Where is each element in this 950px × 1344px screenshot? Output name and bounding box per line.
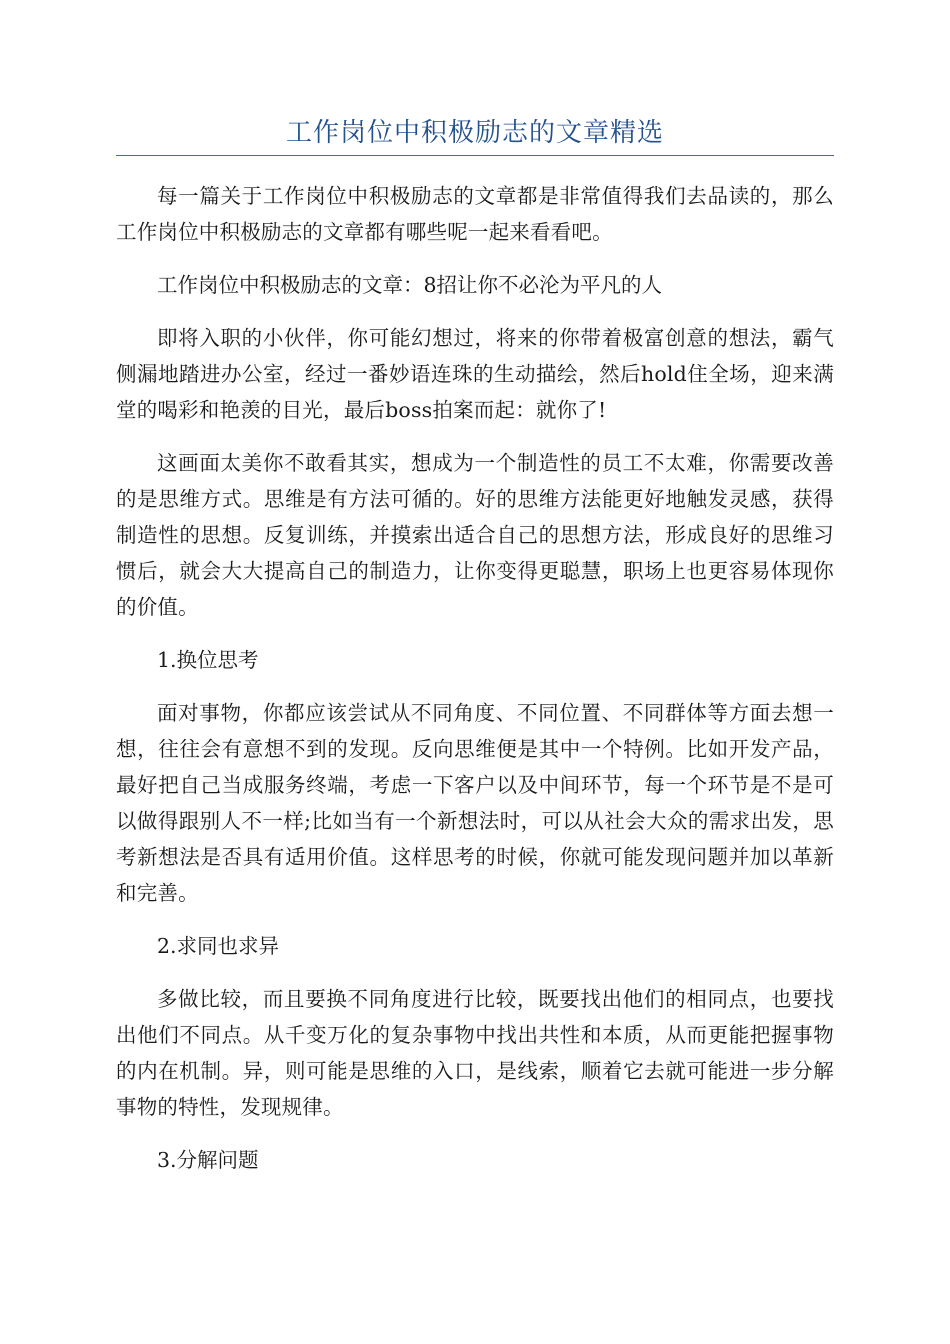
intro-paragraph: 每一篇关于工作岗位中积极励志的文章都是非常值得我们去品读的，那么工作岗位中积极励志的文章都有哪些呢一起来看看吧。 <box>116 184 834 244</box>
article-body <box>116 178 834 1195</box>
paragraph-imagination: 即将入职的小伙伴，你可能幻想过，将来的你带着极富创意的想法，霸气侧漏地踏进办公室，经过一番妙语连珠的生动描绘，然后hold住全场，迎来满堂的喝彩和艳羡的目光，最后boss拍案而起：就你了! <box>116 326 834 422</box>
title-block <box>116 112 834 156</box>
paragraph-thinking-method: 这画面太美你不敢看其实，想成为一个制造性的员工不太难，你需要改善的是思维方式。思维是有方法可循的。好的思维方法能更好地触发灵感，获得制造性的思想。反复训练，并摸索出适合自己的思想方法，形成良好的思维习惯后，就会大大提高自己的制造力，让你变得更聪慧，职场上也更容易体现你的价值。 <box>116 451 834 619</box>
paragraph-section-1: 面对事物，你都应该尝试从不同角度、不同位置、不同群体等方面去想一想，往往会有意想不到的发现。反向思维便是其中一个特例。比如开发产品，最好把自己当成服务终端，考虑一下客户以及中间环节，每一个环节是不是可以做得跟别人不一样;比如当有一个新想法时，可以从社会大众的需求出发，思考新想法是否具有适用价值。这样思考的时候，你就可能发现问题并加以革新和完善。 <box>116 701 834 905</box>
article-subtitle: 工作岗位中积极励志的文章：8招让你不必沦为平凡的人 <box>157 273 663 297</box>
page-title: 工作岗位中积极励志的文章精选 <box>285 118 664 148</box>
paragraph-section-2: 多做比较，而且要换不同角度进行比较，既要找出他们的相同点，也要找出他们不同点。从千变万化的复杂事物中找出共性和本质，从而更能把握事物的内在机制。异，则可能是思维的入口，是线索，顺着它去就可能进一步分解事物的特性，发现规律。 <box>116 987 834 1119</box>
section-heading-3: 3.分解问题 <box>157 1148 259 1172</box>
section-heading-1: 1.换位思考 <box>157 648 259 672</box>
section-heading-2: 2.求同也求异 <box>157 934 280 958</box>
